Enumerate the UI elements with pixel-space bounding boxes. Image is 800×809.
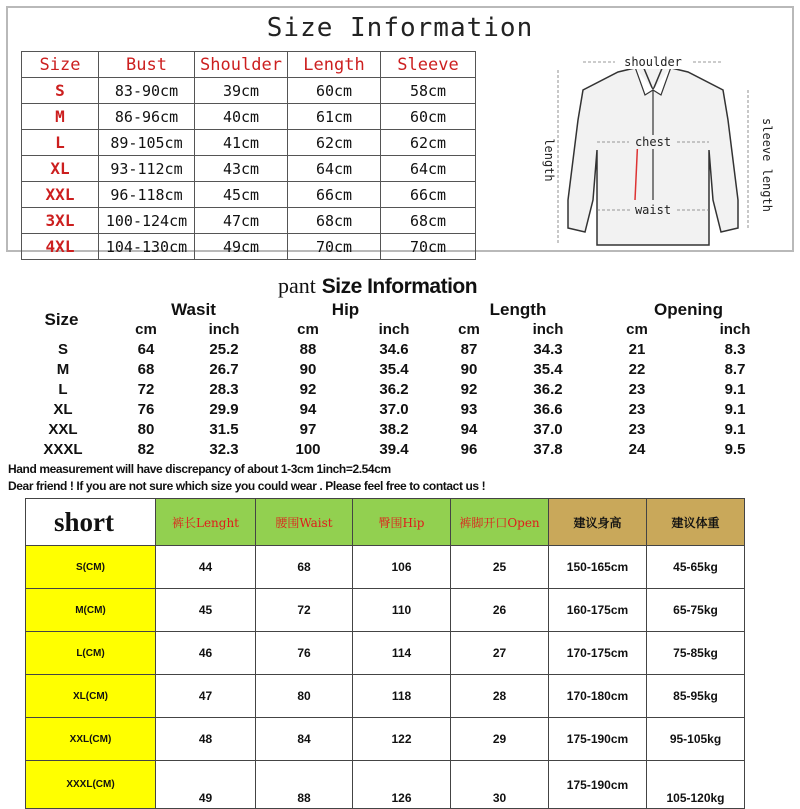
- pant-size-value: 26.7: [209, 361, 239, 378]
- pant-size-value: 100: [295, 441, 321, 458]
- shirt-size-value: 64cm: [288, 156, 381, 182]
- shirt-size-value: 41cm: [195, 130, 288, 156]
- pant-size-value: 31.5: [209, 421, 239, 438]
- pant-unit-header: inch: [208, 321, 240, 338]
- short-size-value: 25: [451, 546, 549, 589]
- short-size-value: 80: [256, 675, 353, 718]
- pant-group-header: Wasit: [171, 300, 216, 319]
- shirt-size-value: 43cm: [195, 156, 288, 182]
- short-size-value: 27: [451, 632, 549, 675]
- pant-size-value: 23: [628, 401, 646, 418]
- shirt-size-value: 61cm: [288, 104, 381, 130]
- shirt-size-table: [21, 51, 476, 260]
- shirt-size-label: M: [22, 104, 99, 130]
- shirt-header-length: Length: [288, 52, 381, 78]
- pant-size-label: M: [56, 361, 70, 378]
- short-size-value: 110: [353, 589, 451, 632]
- pant-unit-header: inch: [378, 321, 410, 338]
- pant-unit-header: inch: [719, 321, 751, 338]
- pant-unit-header: cm: [626, 321, 648, 338]
- short-size-value: 122: [353, 718, 451, 761]
- shirt-size-row: [22, 234, 476, 260]
- pant-size-value: 9.1: [724, 401, 746, 418]
- pant-size-value: 29.9: [209, 401, 239, 418]
- short-size-value: 65-75kg: [647, 589, 745, 632]
- pant-group-header: Length: [489, 300, 547, 319]
- shirt-size-value: 62cm: [288, 130, 381, 156]
- pant-size-value: 64: [137, 341, 155, 358]
- pant-size-value: 24: [628, 441, 646, 458]
- pant-size-value: 37.0: [379, 401, 409, 418]
- short-header-length: 裤长Lenght: [156, 499, 256, 546]
- short-size-value: 47: [156, 675, 256, 718]
- shirt-header-sleeve: Sleeve: [381, 52, 476, 78]
- pant-size-label: XXL: [48, 421, 78, 438]
- shirt-size-label: 4XL: [22, 234, 99, 260]
- pant-size-value: 22: [628, 361, 646, 378]
- shirt-size-row: [22, 78, 476, 104]
- shirt-size-row: [22, 156, 476, 182]
- pant-size-value: 8.7: [724, 361, 746, 378]
- short-size-value: 29: [451, 718, 549, 761]
- diagram-label-sleeve-length: sleeve length: [760, 118, 774, 212]
- short-size-row: [26, 718, 745, 761]
- pant-size-value: 25.2: [209, 341, 239, 358]
- short-size-value: 114: [353, 632, 451, 675]
- pant-size-value: 23: [628, 381, 646, 398]
- pant-size-value: 92: [299, 381, 317, 398]
- shirt-size-row: [22, 104, 476, 130]
- short-title: short: [26, 499, 156, 546]
- pant-size-value: 9.1: [724, 421, 746, 438]
- pant-title-text: Size Information: [321, 275, 478, 298]
- short-size-value: 126: [353, 761, 451, 809]
- shirt-size-label: XXL: [22, 182, 99, 208]
- short-header-hip: 臀围Hip: [353, 499, 451, 546]
- shirt-header-row: [22, 52, 476, 78]
- short-header-waist: 腰围Waist: [256, 499, 353, 546]
- shirt-size-value: 64cm: [381, 156, 476, 182]
- shirt-size-label: XL: [22, 156, 99, 182]
- shirt-size-value: 70cm: [288, 234, 381, 260]
- short-size-value: 106: [353, 546, 451, 589]
- shirt-size-value: 83-90cm: [99, 78, 195, 104]
- measurement-note: Hand measurement will have discrepancy of about 1-3cm 1inch=2.54cm: [8, 462, 391, 476]
- pant-size-value: 80: [137, 421, 155, 438]
- pant-size-value: 88: [299, 341, 317, 358]
- shirt-size-value: 47cm: [195, 208, 288, 234]
- shirt-size-value: 68cm: [288, 208, 381, 234]
- shirt-measurement-diagram: [523, 50, 783, 250]
- short-size-value: 68: [256, 546, 353, 589]
- pant-size-section: [6, 268, 794, 494]
- shirt-size-title: Size Information: [266, 13, 534, 43]
- short-size-value: 72: [256, 589, 353, 632]
- pant-size-value: 87: [460, 341, 478, 358]
- short-size-value: 30: [451, 761, 549, 809]
- short-size-label: XXXL(CM): [26, 761, 156, 809]
- pant-size-value: 97: [299, 421, 317, 438]
- pant-group-header: Opening: [654, 300, 723, 319]
- pant-size-value: 34.6: [379, 341, 409, 358]
- short-size-value: 95-105kg: [647, 718, 745, 761]
- short-size-label: L(CM): [26, 632, 156, 675]
- short-size-value: 84: [256, 718, 353, 761]
- shirt-size-value: 66cm: [381, 182, 476, 208]
- shirt-size-value: 70cm: [381, 234, 476, 260]
- short-header-height: 建议身高: [549, 499, 647, 546]
- pant-size-value: 96: [460, 441, 478, 458]
- short-size-label: XXL(CM): [26, 718, 156, 761]
- pant-size-value: 9.5: [724, 441, 746, 458]
- short-size-value: 105-120kg: [647, 761, 745, 809]
- pant-size-value: 32.3: [209, 441, 239, 458]
- pant-unit-header: cm: [297, 321, 319, 338]
- short-size-value: 170-175cm: [549, 632, 647, 675]
- pant-size-value: 38.2: [379, 421, 409, 438]
- short-size-row: [26, 546, 745, 589]
- pant-size-value: 36.6: [533, 401, 563, 418]
- shirt-size-value: 60cm: [288, 78, 381, 104]
- pant-group-header: Hip: [331, 300, 360, 319]
- shirt-size-value: 49cm: [195, 234, 288, 260]
- short-size-value: 28: [451, 675, 549, 718]
- short-size-row: [26, 761, 745, 809]
- pant-size-value: 39.4: [379, 441, 409, 458]
- pant-size-value: 94: [299, 401, 317, 418]
- pant-size-value: 82: [137, 441, 155, 458]
- pant-size-value: 36.2: [533, 381, 563, 398]
- short-size-row: [26, 632, 745, 675]
- pant-size-value: 92: [460, 381, 478, 398]
- pant-size-value: 36.2: [379, 381, 409, 398]
- pant-size-value: 9.1: [724, 381, 746, 398]
- short-size-value: 45: [156, 589, 256, 632]
- short-size-value: 175-190cm: [549, 718, 647, 761]
- pant-size-value: 35.4: [379, 361, 409, 378]
- shirt-size-value: 45cm: [195, 182, 288, 208]
- shirt-size-value: 60cm: [381, 104, 476, 130]
- shirt-size-value: 39cm: [195, 78, 288, 104]
- short-size-label: M(CM): [26, 589, 156, 632]
- shirt-size-row: [22, 182, 476, 208]
- pant-size-label: L: [58, 381, 68, 398]
- short-header-weight: 建议体重: [647, 499, 745, 546]
- shirt-size-value: 68cm: [381, 208, 476, 234]
- short-size-label: XL(CM): [26, 675, 156, 718]
- diagram-label-length: length: [542, 138, 556, 182]
- pant-unit-header: cm: [135, 321, 157, 338]
- diagram-label-chest: chest: [634, 135, 672, 149]
- pant-header-size: Size: [44, 310, 79, 329]
- short-size-table: [25, 498, 745, 809]
- short-size-label: S(CM): [26, 546, 156, 589]
- pant-size-value: 23: [628, 421, 646, 438]
- pant-size-value: 68: [137, 361, 155, 378]
- shirt-size-value: 89-105cm: [99, 130, 195, 156]
- shirt-size-label: S: [22, 78, 99, 104]
- diagram-label-shoulder: shoulder: [624, 55, 682, 69]
- pant-size-value: 28.3: [209, 381, 239, 398]
- pant-size-value: 21: [628, 341, 646, 358]
- pant-size-value: 90: [460, 361, 478, 378]
- short-size-value: 88: [256, 761, 353, 809]
- shirt-header-size: Size: [22, 52, 99, 78]
- shirt-size-value: 58cm: [381, 78, 476, 104]
- short-size-value: 85-95kg: [647, 675, 745, 718]
- short-size-value: 160-175cm: [549, 589, 647, 632]
- contact-note: Dear friend ! If you are not sure which size you could wear . Please feel free to contact us !: [8, 479, 486, 493]
- shirt-size-value: 93-112cm: [99, 156, 195, 182]
- short-size-value: 170-180cm: [549, 675, 647, 718]
- shirt-size-value: 100-124cm: [99, 208, 195, 234]
- pant-size-value: 34.3: [533, 341, 563, 358]
- shirt-size-value: 86-96cm: [99, 104, 195, 130]
- shirt-size-value: 40cm: [195, 104, 288, 130]
- shirt-header-shoulder: Shoulder: [195, 52, 288, 78]
- short-size-value: 44: [156, 546, 256, 589]
- pant-size-value: 8.3: [724, 341, 746, 358]
- diagram-label-waist: waist: [634, 203, 672, 217]
- short-header-row: [26, 499, 745, 546]
- short-size-value: 49: [156, 761, 256, 809]
- short-size-value: 76: [256, 632, 353, 675]
- shirt-size-label: L: [22, 130, 99, 156]
- shirt-size-value: 104-130cm: [99, 234, 195, 260]
- short-size-value: 150-165cm: [549, 546, 647, 589]
- pant-size-label: XL: [53, 401, 73, 418]
- shirt-size-label: 3XL: [22, 208, 99, 234]
- short-size-value: 48: [156, 718, 256, 761]
- shirt-size-section: [6, 6, 794, 256]
- short-size-value: 175-190cm: [549, 761, 647, 809]
- pant-unit-header: cm: [458, 321, 480, 338]
- pant-size-value: 94: [460, 421, 478, 438]
- pant-size-value: 37.8: [533, 441, 563, 458]
- short-size-value: 118: [353, 675, 451, 718]
- short-size-row: [26, 589, 745, 632]
- short-size-value: 26: [451, 589, 549, 632]
- pant-size-title: [278, 272, 477, 300]
- shirt-size-value: 96-118cm: [99, 182, 195, 208]
- shirt-size-row: [22, 130, 476, 156]
- pant-size-label: XXXL: [43, 441, 83, 458]
- shirt-size-value: 62cm: [381, 130, 476, 156]
- pant-size-value: 35.4: [533, 361, 563, 378]
- short-size-value: 75-85kg: [647, 632, 745, 675]
- pant-unit-header: inch: [532, 321, 564, 338]
- pant-size-value: 90: [299, 361, 317, 378]
- shirt-header-bust: Bust: [99, 52, 195, 78]
- shirt-size-row: [22, 208, 476, 234]
- pant-size-label: S: [57, 341, 68, 358]
- short-size-value: 45-65kg: [647, 546, 745, 589]
- pant-size-value: 37.0: [533, 421, 563, 438]
- pant-size-value: 76: [137, 401, 155, 418]
- shirt-size-value: 66cm: [288, 182, 381, 208]
- pant-size-value: 72: [137, 381, 155, 398]
- pant-size-value: 93: [460, 401, 478, 418]
- pant-title-prefix: pant: [278, 273, 316, 298]
- short-size-row: [26, 675, 745, 718]
- short-size-value: 46: [156, 632, 256, 675]
- short-header-opening: 裤脚开口Open: [451, 499, 549, 546]
